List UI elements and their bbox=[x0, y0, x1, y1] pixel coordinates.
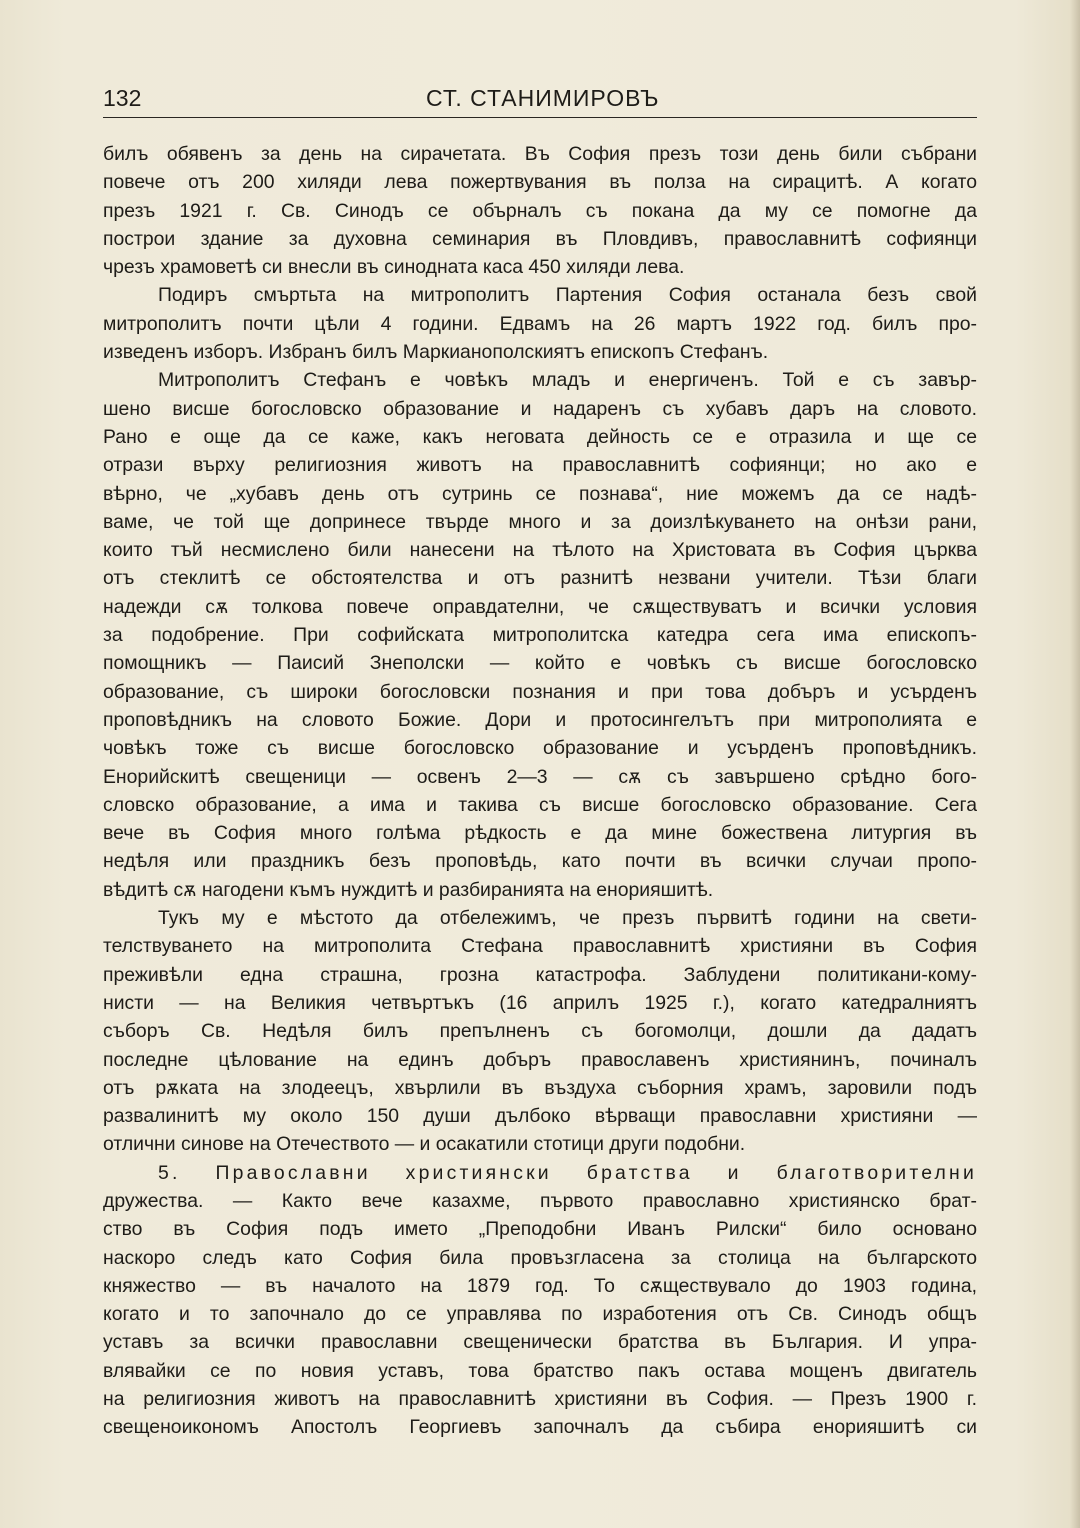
text-line: ство въ София подъ името „Преподобни Иванъ Рилски“ било основано bbox=[103, 1218, 977, 1241]
text-line: билъ обявенъ за день на сирачетата. Въ София презъ този день били събрани bbox=[103, 143, 977, 165]
text-line: когато и то започнало до се управлява по изработения отъ Св. Синодъ общъ bbox=[103, 1303, 977, 1326]
text-line: княжество — въ началото на 1879 год. То сѫществувало до 1903 година, bbox=[103, 1274, 977, 1297]
text-line: отрази върху религиозния животъ на православнитѣ софиянци; но ако е bbox=[103, 454, 977, 477]
text-line: които тъй несмислено били нанесени на тѣлото на Христовата въ София църква bbox=[103, 539, 977, 562]
text-line: вѣдитѣ сѫ нагодени къмъ нуждитѣ и разбиранията на енорияшитѣ. bbox=[103, 878, 714, 901]
text-line: Енорийскитѣ свещеници — освенъ 2—3 — сѫ съ завършено срѣдно бого- bbox=[103, 765, 977, 788]
text-line: последне цѣлование на единъ добъръ православенъ християнинъ, починалъ bbox=[103, 1048, 977, 1071]
text-line: отлични синове на Отечеството — и осакатили стотици други подобни. bbox=[103, 1133, 746, 1156]
text-line: ваме, че той ще допринесе твърде много и за доизлѣкуването на онѣзи рани, bbox=[103, 510, 977, 533]
text-line: митрополитъ почти цѣли 4 години. Едвамъ на 26 мартъ 1922 год. билъ про- bbox=[103, 312, 977, 335]
text-line: Рано е още да се каже, какъ неговата дейность се е отразила и ще се bbox=[103, 425, 977, 448]
text-line: словско образование, а има и такива съ висше богословско образование. Сега bbox=[103, 793, 977, 816]
text-line: повече отъ 200 хиляди лева пожертвувания въ полза на сирацитѣ. А когато bbox=[103, 171, 977, 194]
page-edge-shadow bbox=[1070, 0, 1080, 1528]
page-header bbox=[103, 83, 977, 118]
text-line: развалинитѣ му около 150 души дълбоко вѣрващи православни християни — bbox=[103, 1105, 977, 1128]
text-line: наскоро следъ като София била провъзгласена за столица на българското bbox=[103, 1246, 977, 1269]
text-line: шено висше богословско образование и надаренъ съ хубавъ даръ на словото. bbox=[103, 397, 977, 420]
text-line: Подиръ смъртьта на митрополитъ Партения София останала безъ свой bbox=[158, 284, 977, 307]
section-heading-line: 5. Православни християнски братства и благотворителни bbox=[158, 1161, 977, 1184]
text-line: преживѣли една страшна, грозна катастрофа. Заблудени политикани-кому- bbox=[103, 963, 977, 986]
text-line: чрезъ храмоветѣ си внесли въ синодната каса 450 хиляди лева. bbox=[103, 256, 685, 279]
text-line: помощникъ — Паисий Знеполски — който е човѣкъ съ висше богословско bbox=[103, 652, 977, 675]
running-head: СТ. СТАНИМИРОВЪ bbox=[426, 85, 660, 111]
text-line: вѣрно, че „хубавъ день отъ сутринь се познава“, ние можемъ да се надѣ- bbox=[103, 482, 977, 505]
text-line: човѣкъ тоже съ висше богословско образование и усърденъ проповѣдникъ. bbox=[103, 737, 977, 760]
text-line: свещеноикономъ Апостолъ Георгиевъ започналъ да събира енорияшитѣ си bbox=[103, 1416, 977, 1439]
text-line: телствуването на митрополита Стефана православнитѣ християни въ София bbox=[103, 935, 977, 958]
body-text bbox=[103, 140, 977, 1442]
text-line: проповѣдникъ на словото Божие. Дори и протосингелътъ при митрополията е bbox=[103, 708, 977, 731]
text-line: влявайки се по новия уставъ, това братство пакъ остава мощенъ двигатель bbox=[103, 1359, 977, 1382]
text-line: Тукъ му е мѣстото да отбележимъ, че презъ първитѣ години на свети- bbox=[158, 907, 977, 930]
text-line: образование, съ широки богословски познания и при това добъръ и усърденъ bbox=[103, 680, 977, 703]
text-line: изведенъ изборъ. Избранъ билъ Маркианополскиятъ епископъ Стефанъ. bbox=[103, 341, 769, 364]
text-line: за подобрение. При софийската митрополитска катедра сега има епископъ- bbox=[103, 624, 977, 647]
text-line: уставъ за всички православни свещенически братства въ България. И упра- bbox=[103, 1331, 977, 1354]
text-line: Митрополитъ Стефанъ е човѣкъ младъ и енергиченъ. Той е съ завър- bbox=[158, 369, 977, 392]
text-line: отъ стеклитѣ се обстоятелства и отъ разнитѣ незвани учители. Тѣзи благи bbox=[103, 567, 977, 590]
text-line: нисти — на Великия четвъртъкъ (16 априлъ 1925 г.), когато катедралниятъ bbox=[103, 991, 977, 1014]
text-line: презъ 1921 г. Св. Синодъ се обърналъ съ покана да му се помогне да bbox=[103, 199, 977, 222]
text-line: на религиозния животъ на православнитѣ християни въ София. — Презъ 1900 г. bbox=[103, 1388, 977, 1411]
text-line: съборъ Св. Недѣля билъ препълненъ съ богомолци, дошли да дадатъ bbox=[103, 1020, 977, 1043]
text-line: построи здание за духовна семинария въ Пловдивъ, православнитѣ софиянци bbox=[103, 227, 977, 250]
page-number: 132 bbox=[103, 85, 142, 111]
text-line: вече въ София много голѣма рѣдкость е да мине божествена литургия въ bbox=[103, 822, 977, 845]
text-line: отъ рѫката на злодеецъ, хвърлили въ въздуха съборния храмъ, заровили подъ bbox=[103, 1076, 977, 1099]
text-line: недѣля или праздникъ безъ проповѣдь, като почти въ всички случаи пропо- bbox=[103, 850, 977, 873]
text-line: дружества. — Както вече казахме, първото православно християнско брат- bbox=[103, 1189, 977, 1212]
text-line: надежди сѫ толкова повече оправдателни, че сѫществуватъ и всички условия bbox=[103, 595, 977, 618]
